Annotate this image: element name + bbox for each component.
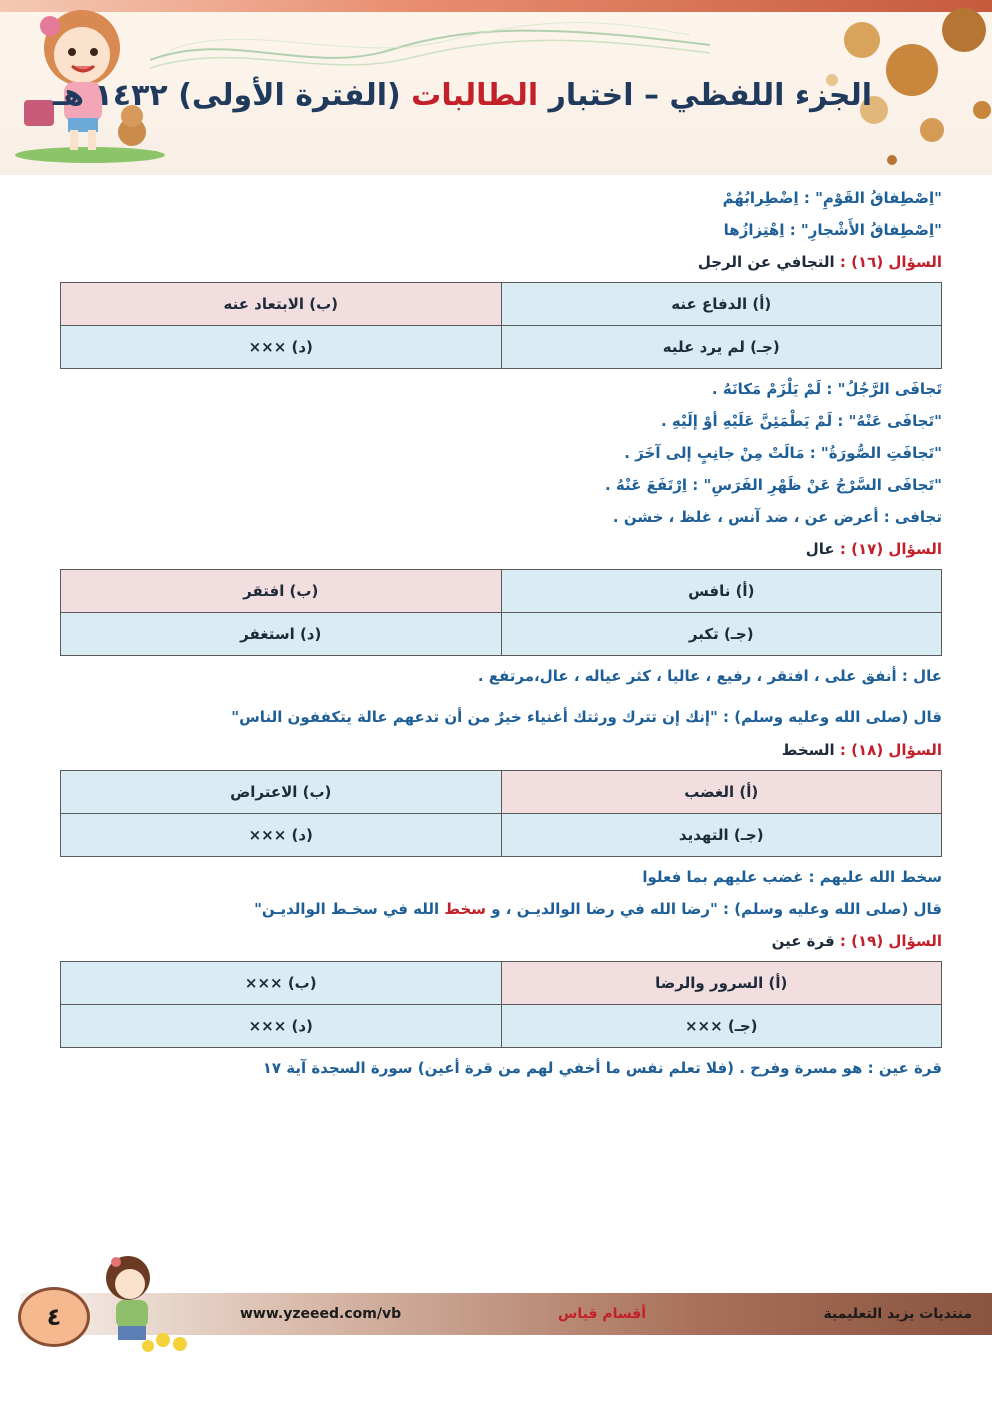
- option-b: (ب) ×××: [61, 962, 502, 1005]
- section-label: أقسام قياس: [558, 1306, 647, 1322]
- question-heading: السؤال (١٦) : التجافي عن الرجل: [697, 253, 942, 271]
- site-link[interactable]: www.yzeeed.com/vb: [240, 1306, 402, 1322]
- explanation-line: عال : أنفق على ، افتقر ، رفيع ، عاليا ، كثر عياله ، عال،مرتفع .: [477, 667, 942, 685]
- hadith-line: قال (صلى الله وعليه وسلم) : "رضا الله في رضا الوالديـن ، و سخط الله في سخـط الوالديـن": [254, 900, 942, 918]
- forum-name: منتديات يزيد التعليمية: [823, 1306, 972, 1322]
- hadith-line: قال (صلى الله وعليه وسلم) : "إنك إن تترك ورثتك أغنياء خيرٌ من أن تدعهم عالة يتكففون الناس": [231, 708, 942, 726]
- explanation-line: "تَجافَى السَّرْجُ عَنْ ظَهْرِ الفَرَسِ" : اِرْتَفَعَ عَنْهُ .: [605, 476, 942, 494]
- option-c: (جـ) تكبر: [501, 613, 942, 656]
- option-a: (أ) السرور والرضا: [501, 962, 942, 1005]
- option-c: (جـ) التهديد: [501, 814, 942, 857]
- options-table: [60, 961, 942, 1048]
- options-table: [60, 770, 942, 857]
- intro-line: "اِصْطِفاقُ القَوْمِ" : اِضْطِرابُهُمْ: [722, 189, 942, 207]
- intro-line: "اِصْطِفاقُ الأَشْجارِ" : اِهْتِزازُها: [723, 221, 942, 239]
- main-content: [62, 188, 942, 1090]
- option-d: (د) ×××: [61, 814, 502, 857]
- option-c: (جـ) لم يرد عليه: [501, 326, 942, 369]
- question-heading: السؤال (١٨) : السخط: [781, 741, 942, 759]
- option-d: (د) استغفر: [61, 613, 502, 656]
- option-d: (د) ×××: [61, 326, 502, 369]
- options-table: [60, 282, 942, 369]
- option-d: (د) ×××: [61, 1005, 502, 1048]
- explanation-line: تجافى : أعرض عن ، ضد آنس ، غلظ ، خشن .: [612, 508, 942, 526]
- explanation-line: قرة عين : هو مسرة وفرح . (فلا تعلم نفس ما أخفي لهم من قرة أعين) سورة السجدة آية ١٧: [262, 1059, 942, 1077]
- explanation-line: "تَجافَى عَنْهُ" : لَمْ يَطْمَئِنَّ عَلَيْهِ أوْ إلَيْهِ .: [660, 412, 942, 430]
- option-a: (أ) الدفاع عنه: [501, 283, 942, 326]
- option-c: (جـ) ×××: [501, 1005, 942, 1048]
- option-a: (أ) نافس: [501, 570, 942, 613]
- explanation-line: تَجافَى الرَّجُلُ" : لَمْ يَلْزَمْ مَكانَهُ .: [711, 380, 942, 398]
- page-number: ٤: [18, 1287, 90, 1347]
- decorative-wave-icon: [150, 20, 710, 80]
- option-b: (ب) الاعتراض: [61, 771, 502, 814]
- question-heading: السؤال (١٩) : قرة عين: [771, 932, 942, 950]
- options-table: [60, 569, 942, 656]
- question-heading: السؤال (١٧) : عال: [805, 540, 942, 558]
- page-title: الجزء اللفظي – اختبار الطالبات (الفترة الأولى) ١٤٣٢ هـ: [53, 78, 872, 113]
- page-header: [0, 0, 992, 175]
- cartoon-kid-with-chicks-icon: [88, 1248, 208, 1358]
- explanation-line: سخط الله عليهم : غضب عليهم بما فعلوا: [642, 868, 942, 886]
- option-b: (ب) افتقر: [61, 570, 502, 613]
- explanation-line: "تَجافَتِ الصُّورَةُ" : مَالَتْ مِنْ جانِبٍ إلى آخَرَ .: [624, 444, 942, 462]
- option-b: (ب) الابتعاد عنه: [61, 283, 502, 326]
- option-a: (أ) الغضب: [501, 771, 942, 814]
